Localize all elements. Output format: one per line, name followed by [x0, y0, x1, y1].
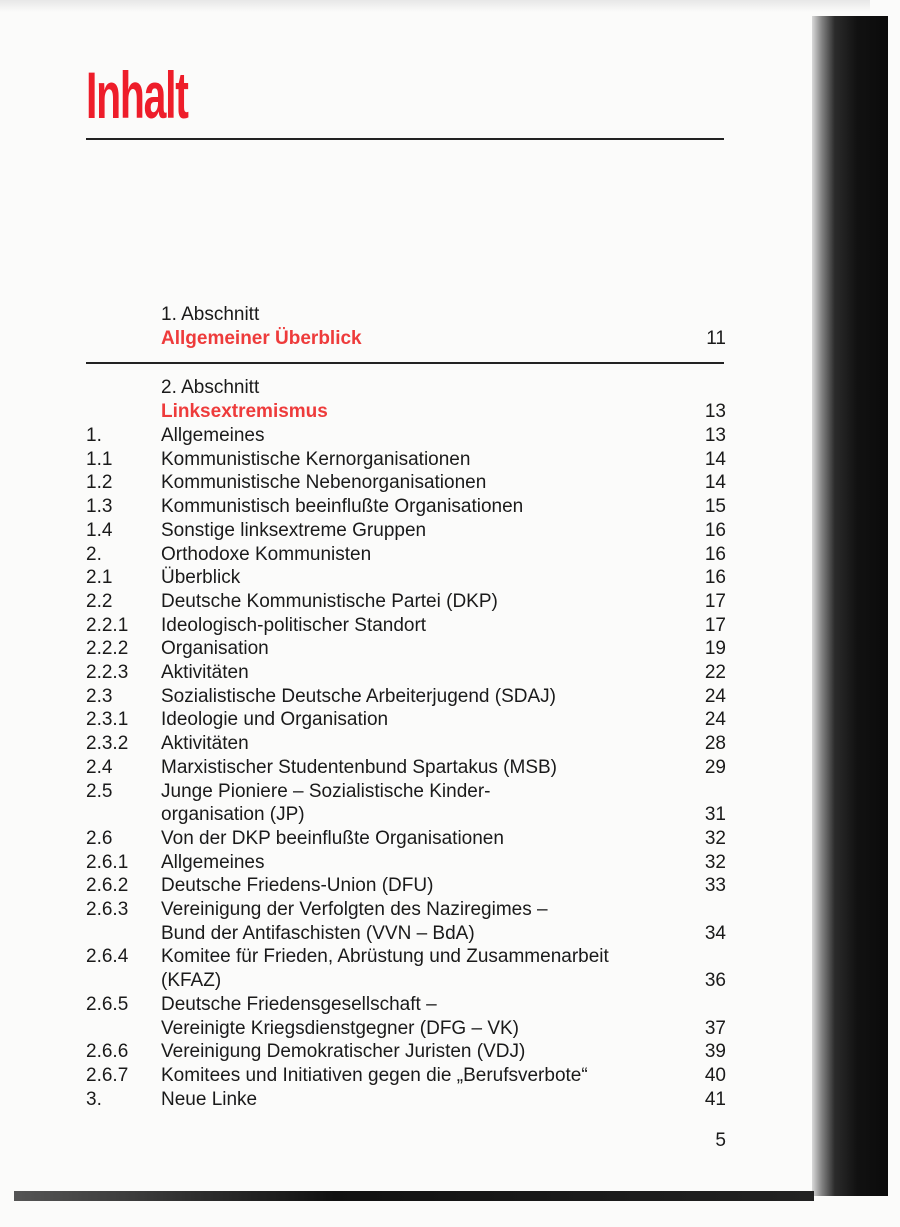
section1-heading: Allgemeiner Überblick [161, 328, 362, 349]
toc-entry-page: 17 [704, 590, 726, 612]
toc-entry-line [86, 922, 726, 945]
toc-entry-title: Organisation [161, 638, 269, 660]
toc-entry-title: Orthodoxe Kommunisten [161, 543, 372, 565]
toc-entry-page: 33 [704, 875, 726, 897]
toc-entry-page: 19 [704, 638, 726, 660]
toc-entry-line [86, 543, 726, 566]
toc-entry-line [86, 614, 726, 637]
toc-entry-number: 2. [86, 543, 102, 565]
toc-entry-line [86, 756, 726, 779]
toc-entry-title: Aktivitäten [161, 733, 249, 755]
title-rule [86, 138, 724, 140]
toc-entry-title: Kommunistisch beeinflußte Organisationen [161, 496, 524, 518]
toc-entry-title: Vereinigung Demokratischer Juristen (VDJ) [161, 1041, 526, 1063]
toc-entry-line [86, 827, 726, 850]
toc-entry-line [86, 519, 726, 542]
section1-label: 1. Abschnitt [161, 304, 260, 325]
toc-entry-line [86, 471, 726, 494]
toc-entry-title: organisation (JP) [161, 804, 305, 826]
toc-entry-title: Allgemeines [161, 851, 265, 873]
toc-entry-title: Kommunistische Kernorganisationen [161, 448, 471, 470]
toc-entry-title: Deutsche Friedensgesellschaft – [161, 993, 437, 1015]
toc-entry-number: 2.2.2 [86, 638, 129, 660]
toc-entry-title: Von der DKP beeinflußte Organisationen [161, 827, 504, 849]
toc-entry-number: 1. [86, 425, 102, 446]
toc-entry-number: 2.6.1 [86, 851, 129, 873]
toc-entry-line [86, 780, 726, 803]
toc-entry-number: 2.6.6 [86, 1041, 129, 1063]
toc-entry-page: 31 [704, 804, 726, 826]
toc-entry-title: Komitee für Frieden, Abrüstung und Zusammenarbeit [161, 946, 609, 968]
toc-entry-line [86, 945, 726, 968]
section2-heading: Linksextremismus [161, 401, 328, 422]
toc-entry-page: 32 [704, 827, 726, 849]
toc-entry-number: 2.3 [86, 685, 113, 707]
toc-entry-line [86, 590, 726, 613]
toc-entry-number: 1.4 [86, 519, 113, 541]
toc-entry-line [86, 993, 726, 1016]
toc-entry-page: 16 [704, 567, 726, 589]
toc-entry-line [86, 708, 726, 731]
page-title: Inhalt [86, 58, 188, 132]
toc-entry-line [86, 1017, 726, 1040]
toc-entry-number: 3. [86, 1088, 102, 1110]
toc-entry-page: 34 [704, 922, 726, 944]
section2-page: 13 [704, 401, 726, 422]
toc-entry-page: 14 [704, 472, 726, 494]
toc-entry-title: Aktivitäten [161, 662, 249, 683]
toc-entry-title: Neue Linke [161, 1088, 258, 1110]
toc-entry-title: Vereinigung der Verfolgten des Naziregimes – [161, 899, 548, 920]
toc-entry-title: Komitees und Initiativen gegen die „Berufsverbote“ [161, 1064, 588, 1086]
toc-entry-page: 13 [704, 425, 726, 446]
toc-entry-title: Deutsche Kommunistische Partei (DKP) [161, 590, 498, 612]
toc-entry-title: Bund der Antifaschisten (VVN – BdA) [161, 922, 475, 944]
toc-entry-page: 41 [704, 1088, 726, 1110]
toc-entry-line [86, 448, 726, 471]
toc-entry-title: Ideologisch-politischer Standort [161, 614, 427, 636]
toc-entry-number: 2.2.1 [86, 614, 129, 636]
toc-entry-title: Sozialistische Deutsche Arbeiterjugend (SDAJ) [161, 685, 556, 707]
toc-entry-number: 2.1 [86, 567, 113, 589]
section2-label: 2. Abschnitt [161, 377, 260, 398]
toc-entry-number: 2.6.3 [86, 899, 129, 920]
toc-entry-page: 40 [704, 1064, 726, 1086]
toc-entry-number: 2.2.3 [86, 662, 129, 683]
toc-entry-number: 2.3.2 [86, 733, 129, 755]
toc-entry-line [86, 1088, 726, 1111]
toc-entry-line [86, 637, 726, 660]
toc-entry-line [86, 969, 726, 992]
toc-entry-line [86, 685, 726, 708]
toc-entry-title: Vereinigte Kriegsdienstgegner (DFG – VK) [161, 1017, 520, 1039]
toc-entry-number: 2.6.7 [86, 1064, 129, 1086]
toc-entry-page: 37 [704, 1017, 726, 1039]
toc-entry-title: (KFAZ) [161, 970, 222, 992]
toc-entry-page: 24 [704, 709, 726, 731]
toc-entry-page: 15 [704, 496, 726, 518]
toc-entry-number: 1.3 [86, 496, 113, 518]
toc-entry-number: 2.6 [86, 827, 113, 849]
toc-entry-title: Sonstige linksextreme Gruppen [161, 519, 427, 541]
toc-entry-page: 14 [704, 448, 726, 470]
page-bottom-edge [14, 1191, 814, 1201]
toc-entry-page: 17 [704, 614, 726, 636]
section1-page: 11 [706, 328, 726, 349]
toc-entry-number: 2.4 [86, 756, 113, 778]
toc-entry-title: Kommunistische Nebenorganisationen [161, 472, 487, 494]
toc-entry-title: Deutsche Friedens-Union (DFU) [161, 875, 434, 897]
toc-entry-page: 28 [704, 733, 726, 755]
toc-entry-title: Ideologie und Organisation [161, 709, 389, 731]
toc-entry-line [86, 495, 726, 518]
toc-entry-page: 22 [704, 662, 726, 683]
toc-entry-line [86, 1040, 726, 1063]
toc-entry-number: 2.6.5 [86, 993, 129, 1015]
page-top-shadow [0, 0, 870, 12]
section1-label-line [86, 303, 726, 326]
toc-entry-page: 29 [704, 756, 726, 778]
toc-entry-number: 2.6.4 [86, 946, 129, 968]
toc-entry-number: 2.5 [86, 780, 113, 802]
toc-entry-number: 1.1 [86, 448, 113, 470]
section2-label-line [86, 376, 726, 399]
toc-entry-title: Junge Pioniere – Sozialistische Kinder- [161, 780, 491, 802]
page-number: 5 [715, 1130, 726, 1151]
toc-entry-title: Überblick [161, 567, 241, 589]
toc-entry-number: 1.2 [86, 472, 113, 494]
toc-entry-line [86, 1064, 726, 1087]
section2-heading-line [86, 400, 726, 423]
toc-entry-line [86, 898, 726, 921]
book-spine [812, 16, 888, 1196]
toc-entry-page: 16 [704, 519, 726, 541]
toc-entry-number: 2.3.1 [86, 709, 129, 731]
toc-entry-page: 39 [704, 1041, 726, 1063]
toc-entry-title: Allgemeines [161, 425, 265, 446]
toc-entry-line [86, 851, 726, 874]
section1-heading-line [86, 327, 726, 350]
toc-entry-title: Marxistischer Studentenbund Spartakus (MSB) [161, 756, 558, 778]
toc-entry-page: 32 [704, 851, 726, 873]
toc-entry-page: 24 [704, 685, 726, 707]
toc-entry-line [86, 566, 726, 589]
toc-entry-line [86, 661, 726, 684]
toc-entry-line [86, 424, 726, 447]
toc-entry-number: 2.6.2 [86, 875, 129, 897]
toc-entry-page: 36 [704, 970, 726, 992]
toc-entry-page: 16 [704, 543, 726, 565]
section1-rule [86, 362, 724, 364]
toc-entry-number: 2.2 [86, 590, 113, 612]
toc-entry-line [86, 803, 726, 826]
toc-entry-line [86, 874, 726, 897]
toc-entry-line [86, 732, 726, 755]
